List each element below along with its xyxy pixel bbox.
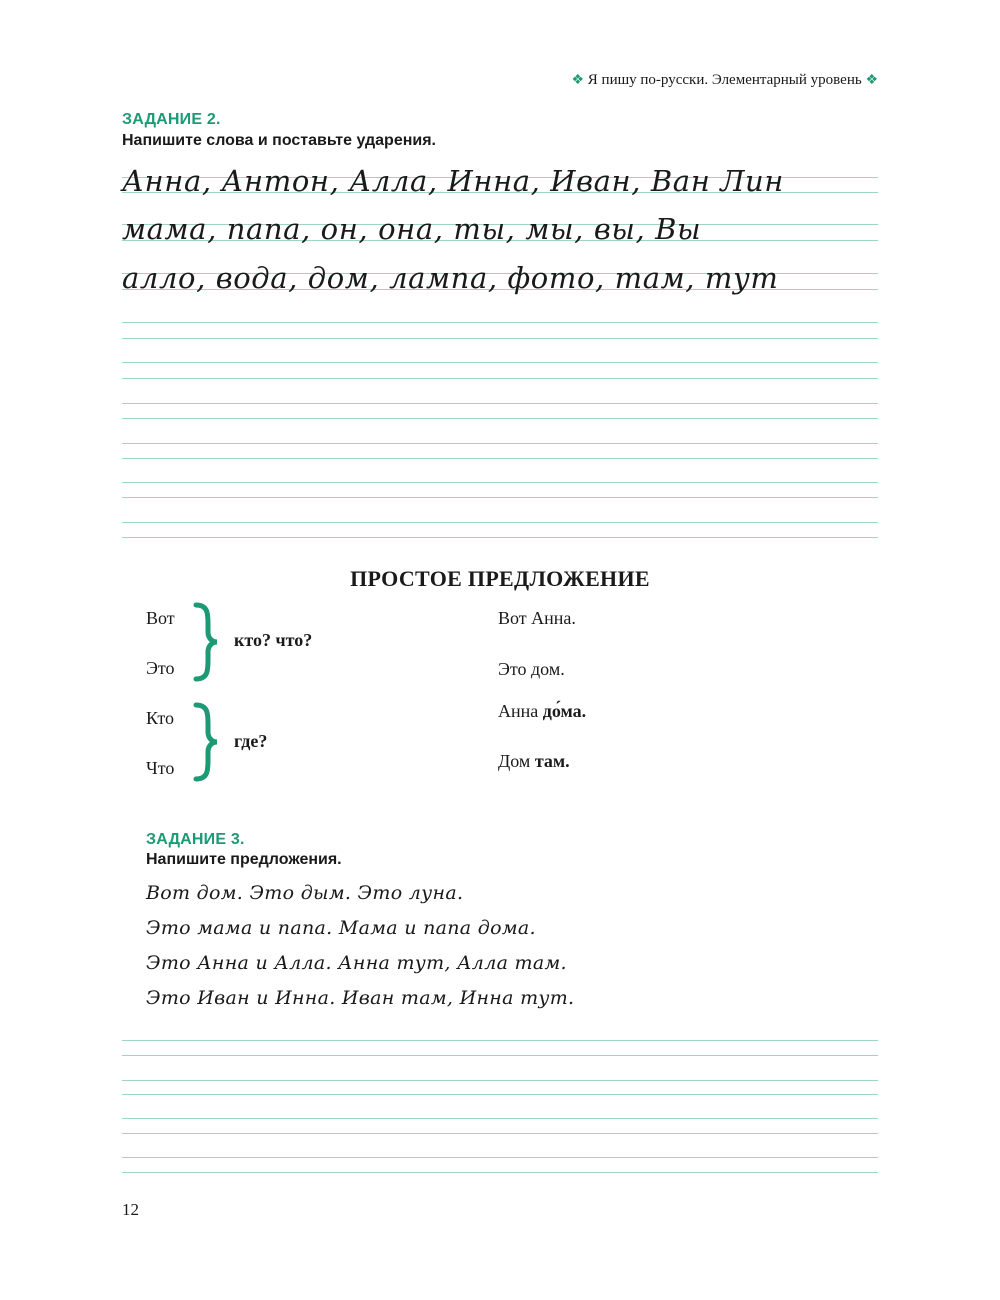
example-plain: Дом — [498, 751, 535, 771]
handwritten-sentence: Это Анна и Алла. Анна тут, Алла там. — [146, 952, 567, 974]
handwritten-line: алло, вода, дом, лампа, фото, там, тут — [122, 261, 779, 295]
ruled-line — [122, 378, 878, 379]
example-sentence — [498, 701, 586, 722]
ruled-line — [122, 1172, 878, 1173]
ruled-line — [122, 1133, 878, 1134]
ruled-line — [122, 1055, 878, 1056]
ruled-line — [122, 418, 878, 419]
ruled-line — [122, 443, 878, 444]
ruled-line — [122, 338, 878, 339]
ruled-line — [122, 1157, 878, 1158]
example-sentence — [498, 608, 576, 629]
handwritten-sentence: Это мама и папа. Мама и папа дома. — [146, 917, 536, 939]
curly-brace-icon — [192, 702, 220, 782]
task2-instruction: Напишите слова и поставьте ударения. — [122, 132, 436, 149]
handwritten-sentence: Вот дом. Это дым. Это луна. — [146, 882, 464, 904]
handwritten-sentence: Это Иван и Инна. Иван там, Инна тут. — [146, 987, 575, 1009]
curly-brace-icon — [192, 602, 220, 682]
task2-title: ЗАДАНИЕ 2. — [122, 111, 221, 128]
ruled-line — [122, 1080, 878, 1081]
running-header-text: Я пишу по-русски. Элементарный уровень — [587, 72, 862, 88]
ruled-line — [122, 403, 878, 404]
example-bold: там. — [534, 751, 570, 771]
ruled-line — [122, 497, 878, 498]
task3-instruction: Напишите предложения. — [146, 851, 342, 868]
example-plain: Вот Анна. — [498, 608, 576, 628]
example-plain: Анна — [498, 701, 543, 721]
word-eto: Это — [146, 658, 175, 678]
page-number: 12 — [122, 1200, 139, 1219]
ruled-line — [122, 522, 878, 523]
question-kto-chto: кто? что? — [234, 630, 313, 650]
ruled-line — [122, 537, 878, 538]
handwritten-line: Анна, Антон, Алла, Инна, Иван, Ван Лин — [122, 164, 784, 198]
question-gde: где? — [234, 731, 268, 751]
ruled-line — [122, 1118, 878, 1119]
word-chto: Что — [146, 758, 175, 778]
ruled-line — [122, 458, 878, 459]
task3-title: ЗАДАНИЕ 3. — [146, 831, 245, 848]
example-bold: до́ма. — [542, 701, 587, 721]
handwritten-line: мама, папа, он, она, ты, мы, вы, Вы — [122, 212, 702, 246]
ruled-line — [122, 1094, 878, 1095]
word-kto: Кто — [146, 708, 174, 728]
example-plain: Это дом. — [498, 659, 565, 679]
ruled-line — [122, 482, 878, 483]
running-header — [571, 72, 878, 89]
ruled-line — [122, 1040, 878, 1041]
section-title: ПРОСТОЕ ПРЕДЛОЖЕНИЕ — [350, 566, 650, 591]
example-sentence — [498, 659, 565, 680]
ruled-line — [122, 322, 878, 323]
ruled-line — [122, 362, 878, 363]
diamond-ornament-icon: ❖ — [865, 73, 878, 88]
diamond-ornament-icon: ❖ — [571, 73, 585, 88]
example-sentence — [498, 751, 570, 772]
word-vot: Вот — [146, 608, 175, 628]
